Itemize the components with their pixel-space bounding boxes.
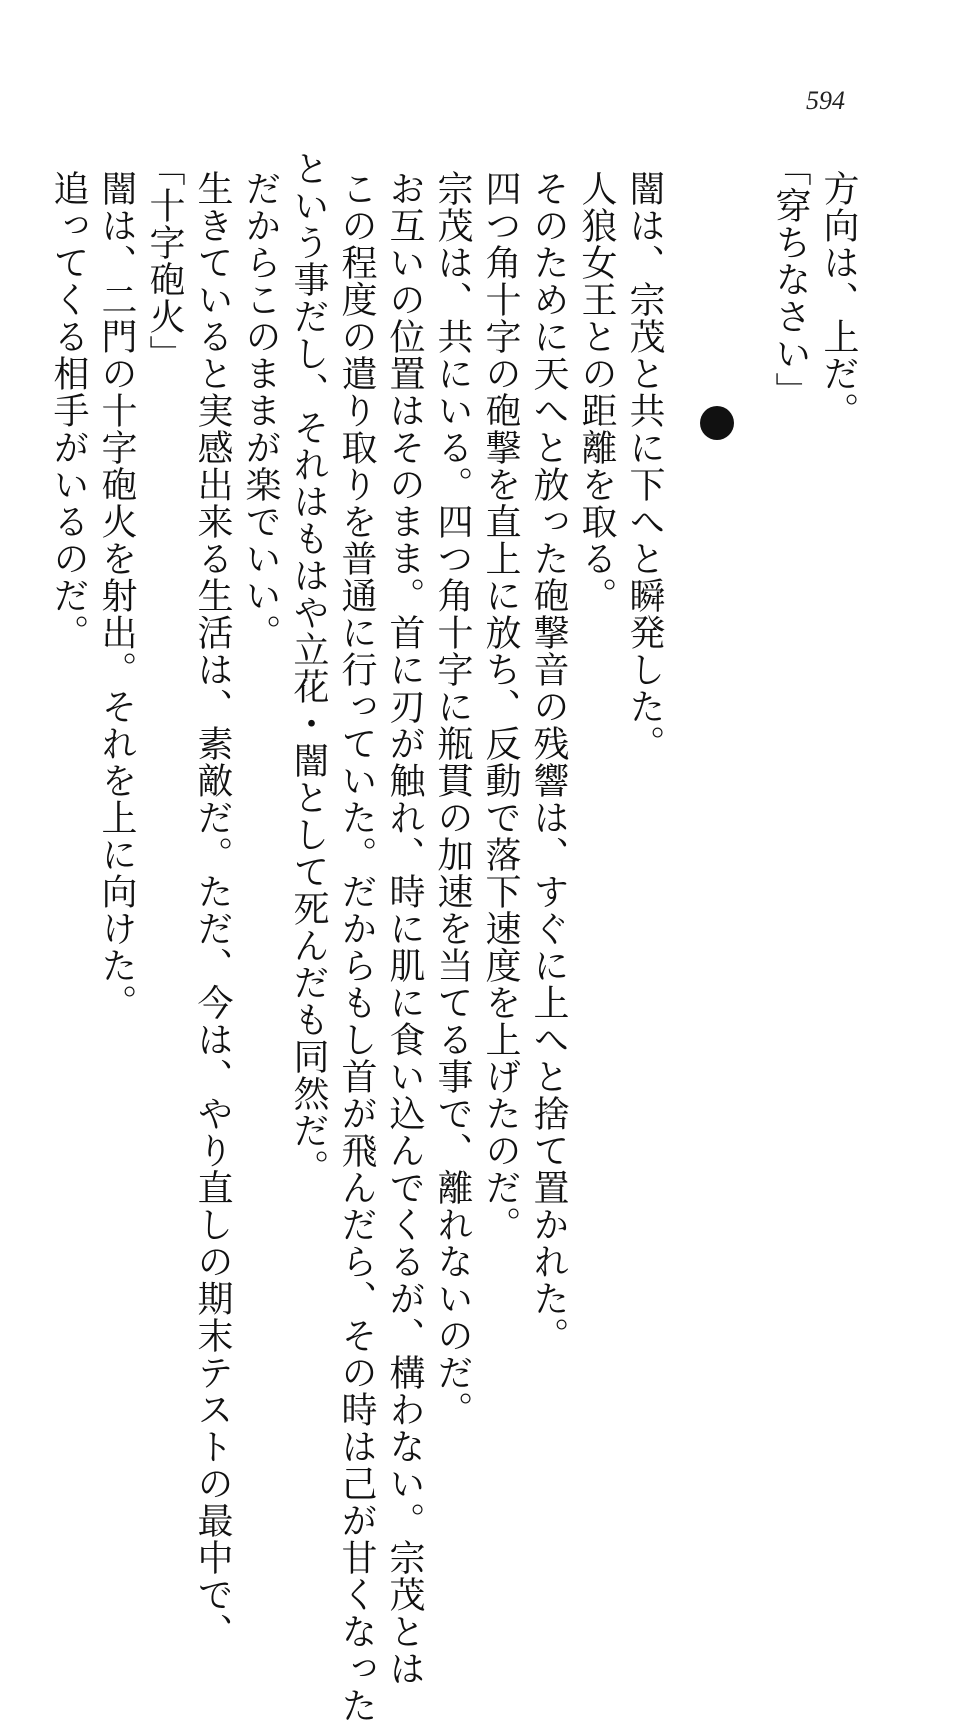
text-line-7: 宗茂は、共にいる。四つ角十字に瓶貫の加速を当てる事で、離れないのだ。 [432,170,473,1428]
page-number: 594 [806,86,845,115]
text-line-8: お互いの位置はそのまま。首に刃が触れ、時に肌に食い込んでくるが、構わない。宗茂とは [384,170,425,1687]
text-line-12: 生きていると実感出来る生活は、素敵だ。ただ、今は、やり直しの期末テストの最中で、 [192,170,233,1650]
text-line-15: 追ってくる相手がいるのだ。 [48,170,89,651]
text-line-1: 方向は、上だ。 [818,170,859,429]
text-line-10: という事だし、それはもはや立花・闇として死んだも同然だ。 [288,150,329,1186]
text-line-4: 人狼女王との距離を取る。 [576,170,617,614]
text-line-6: 四つ角十字の砲撃を直上に放ち、反動で落下速度を上げたのだ。 [480,170,521,1243]
text-line-2: 「穿ちなさい」 [770,150,811,409]
text-line-9: この程度の遣り取りを普通に行っていた。だからもし首が飛んだら、その時は己が甘くなった [336,170,377,1724]
text-line-5: そのために天へと放った砲撃音の残響は、すぐに上へと捨て置かれた。 [528,170,569,1354]
text-line-13: 「十字砲火」 [144,150,185,372]
text-line-11: だからこのままが楽でいい。 [240,170,281,651]
text-line-3: 闇は、宗茂と共に下へと瞬発した。 [624,170,665,762]
scene-break-marker [700,406,734,440]
text-line-14: 闇は、二門の十字砲火を射出。それを上に向けた。 [96,170,137,1021]
